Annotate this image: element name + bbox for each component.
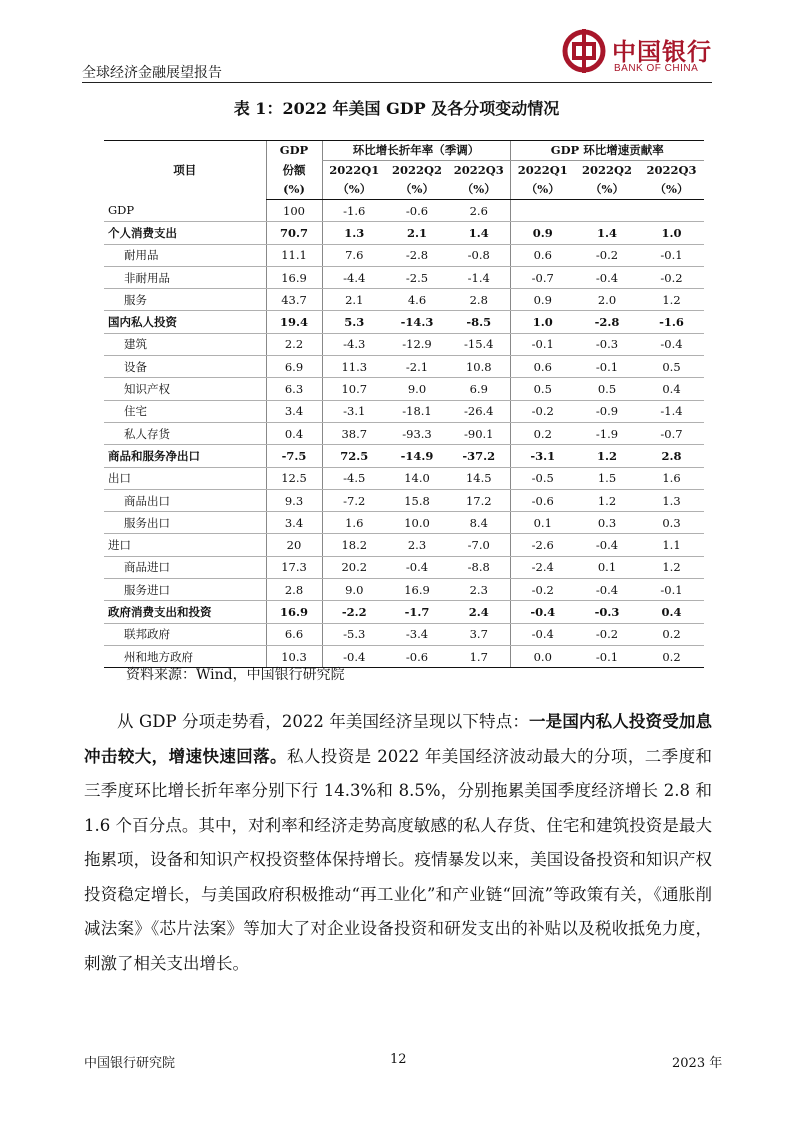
row-label: 设备 (104, 356, 266, 378)
row-label: 商品出口 (104, 489, 266, 511)
cell-c1: -2.6 (510, 534, 575, 556)
cell-c2: 0.3 (575, 512, 639, 534)
row-label: 住宅 (104, 400, 266, 422)
cell-c3: 1.3 (639, 489, 704, 511)
cell-c2: 1.5 (575, 467, 639, 489)
row-label: 州和地方政府 (104, 645, 266, 667)
cell-c1 (510, 200, 575, 222)
cell-g3: 2.6 (448, 200, 510, 222)
quarter-header: 2022Q2 (391, 163, 443, 177)
cell-share: 43.7 (266, 289, 322, 311)
cell-g3: 14.5 (448, 467, 510, 489)
table-row (104, 400, 704, 422)
cell-c1: 1.0 (510, 311, 575, 333)
unit-header: （%） (510, 180, 575, 200)
table-row (104, 467, 704, 489)
cell-c1: -0.4 (510, 601, 575, 623)
cell-c1: 0.5 (510, 378, 575, 400)
cell-g2: 15.8 (386, 489, 448, 511)
row-label: 联邦政府 (104, 623, 266, 645)
cell-share: 20 (266, 534, 322, 556)
gdp-table (104, 140, 704, 668)
cell-g1: -1.6 (322, 200, 386, 222)
row-label: 国内私人投资 (104, 311, 266, 333)
growth-group-header: 环比增长折年率（季调） (322, 141, 510, 161)
unit-header: （%） (322, 180, 386, 200)
cell-c1: -0.2 (510, 579, 575, 601)
cell-g2: -3.4 (386, 623, 448, 645)
table-row (104, 556, 704, 578)
cell-g2: -1.7 (386, 601, 448, 623)
cell-share: 10.3 (266, 645, 322, 667)
cell-c2: -0.9 (575, 400, 639, 422)
cell-share: 2.2 (266, 333, 322, 355)
cell-c1: 0.0 (510, 645, 575, 667)
cell-share: 12.5 (266, 467, 322, 489)
row-label: 商品和服务净出口 (104, 445, 266, 467)
table-row (104, 489, 704, 511)
cell-g3: 17.2 (448, 489, 510, 511)
cell-c1: 0.9 (510, 222, 575, 244)
quarter-header: 2022Q2 (581, 163, 633, 177)
cell-c2: 1.2 (575, 445, 639, 467)
cell-g1: 2.1 (322, 289, 386, 311)
row-label: 政府消费支出和投资 (104, 601, 266, 623)
row-label: 进口 (104, 534, 266, 556)
cell-c3: 1.1 (639, 534, 704, 556)
source-note: 资料来源：Wind，中国银行研究院 (126, 667, 345, 683)
cell-share: -7.5 (266, 445, 322, 467)
cell-share: 17.3 (266, 556, 322, 578)
table-row (104, 289, 704, 311)
cell-g1: 5.3 (322, 311, 386, 333)
cell-c1: 0.6 (510, 356, 575, 378)
cell-g1: -4.4 (322, 266, 386, 288)
cell-c3: -1.6 (639, 311, 704, 333)
cell-c1: -0.4 (510, 623, 575, 645)
cell-c2: -0.4 (575, 266, 639, 288)
cell-g2: -0.6 (386, 645, 448, 667)
footer-org: 中国银行研究院 (84, 1056, 176, 1071)
cell-c2: -0.3 (575, 601, 639, 623)
table-row (104, 266, 704, 288)
cell-c3: 1.2 (639, 289, 704, 311)
cell-c2: 1.2 (575, 489, 639, 511)
cell-g3: 2.3 (448, 579, 510, 601)
cell-c1: -0.1 (510, 333, 575, 355)
cell-c3: 0.2 (639, 645, 704, 667)
cell-g3: 1.4 (448, 222, 510, 244)
cell-g2: -2.1 (386, 356, 448, 378)
cell-share: 100 (266, 200, 322, 222)
cell-g2: -93.3 (386, 422, 448, 444)
cell-g3: 2.4 (448, 601, 510, 623)
cell-g1: 10.7 (322, 378, 386, 400)
cell-g2: -2.8 (386, 244, 448, 266)
cell-g3: 3.7 (448, 623, 510, 645)
paragraph-lead: 从 GDP 分项走势看，2022 年美国经济呈现以下特点： (117, 712, 530, 731)
contrib-group-header: GDP 环比增速贡献率 (510, 141, 704, 161)
table-row (104, 244, 704, 266)
col-share-header-1: GDP (266, 141, 322, 161)
row-label: 非耐用品 (104, 266, 266, 288)
row-label: 建筑 (104, 333, 266, 355)
cell-c2: -0.3 (575, 333, 639, 355)
cell-c3: 1.6 (639, 467, 704, 489)
cell-c2: 0.5 (575, 378, 639, 400)
cell-c2: -0.4 (575, 534, 639, 556)
cell-share: 6.3 (266, 378, 322, 400)
cell-g3: -8.5 (448, 311, 510, 333)
cell-c2: -0.4 (575, 579, 639, 601)
logo-subtitle: BANK OF CHINA (614, 63, 699, 74)
cell-g2: 2.1 (386, 222, 448, 244)
table-row (104, 200, 704, 222)
cell-g3: 8.4 (448, 512, 510, 534)
row-label: 服务 (104, 289, 266, 311)
cell-g1: -5.3 (322, 623, 386, 645)
cell-c2: -2.8 (575, 311, 639, 333)
table-row (104, 311, 704, 333)
cell-g3: -15.4 (448, 333, 510, 355)
cell-g1: 18.2 (322, 534, 386, 556)
cell-c2: -0.1 (575, 645, 639, 667)
cell-c1: -0.5 (510, 467, 575, 489)
quarter-header: 2022Q1 (322, 161, 386, 181)
cell-g2: -14.3 (386, 311, 448, 333)
cell-g1: -4.3 (322, 333, 386, 355)
cell-g3: -0.8 (448, 244, 510, 266)
cell-c1: 0.2 (510, 422, 575, 444)
cell-share: 16.9 (266, 266, 322, 288)
cell-share: 3.4 (266, 400, 322, 422)
row-label: 私人存货 (104, 422, 266, 444)
cell-g2: -12.9 (386, 333, 448, 355)
cell-c1: 0.6 (510, 244, 575, 266)
cell-g1: 7.6 (322, 244, 386, 266)
cell-g1: 9.0 (322, 579, 386, 601)
table-row (104, 445, 704, 467)
cell-share: 70.7 (266, 222, 322, 244)
row-label: 知识产权 (104, 378, 266, 400)
cell-g2: -2.5 (386, 266, 448, 288)
cell-share: 3.4 (266, 512, 322, 534)
cell-g1: 20.2 (322, 556, 386, 578)
cell-c3: -1.4 (639, 400, 704, 422)
cell-c1: 0.1 (510, 512, 575, 534)
row-label: 服务出口 (104, 512, 266, 534)
cell-c3: -0.2 (639, 266, 704, 288)
cell-g2: -14.9 (386, 445, 448, 467)
table-row (104, 378, 704, 400)
cell-c3: 1.2 (639, 556, 704, 578)
cell-c3: 0.3 (639, 512, 704, 534)
cell-g1: 72.5 (322, 445, 386, 467)
table-row (104, 623, 704, 645)
cell-c3: -0.7 (639, 422, 704, 444)
cell-c2: -1.9 (575, 422, 639, 444)
cell-g3: -37.2 (448, 445, 510, 467)
cell-g2: 9.0 (386, 378, 448, 400)
cell-c1: -0.7 (510, 266, 575, 288)
cell-g1: 11.3 (322, 356, 386, 378)
cell-c3: 0.5 (639, 356, 704, 378)
cell-g2: 14.0 (386, 467, 448, 489)
row-label: GDP (104, 200, 266, 222)
cell-c1: -0.6 (510, 489, 575, 511)
cell-c3: -0.1 (639, 579, 704, 601)
cell-g1: -4.5 (322, 467, 386, 489)
cell-g2: 4.6 (386, 289, 448, 311)
quarter-header: 2022Q3 (646, 163, 697, 177)
col-share-header-2: 份额 (266, 161, 322, 181)
unit-header: （%） (639, 180, 704, 200)
paragraph-highlight: 一是国内私人投资受加息冲击较大，增速快速回落。 (84, 712, 712, 766)
unit-header: （%） (448, 180, 510, 200)
row-label: 耐用品 (104, 244, 266, 266)
row-label: 商品进口 (104, 556, 266, 578)
cell-g3: -90.1 (448, 422, 510, 444)
cell-share: 9.3 (266, 489, 322, 511)
cell-g3: 1.7 (448, 645, 510, 667)
footer-year: 2023 年 (672, 1056, 723, 1071)
table-row (104, 356, 704, 378)
cell-c2: -0.2 (575, 623, 639, 645)
logo-wordmark: 中国银行 (612, 37, 712, 66)
header-divider (82, 82, 712, 83)
cell-c2: -0.2 (575, 244, 639, 266)
paragraph-body: 私人投资是 2022 年美国经济波动最大的分项，二季度和三季度环比增长折年率分别下行 14.3%和 8.5%，分别拖累美国季度经济增长 2.8 和 1.6 个百分点。其中，对利率和经济走势高度敏感的私人存货、住宅和建筑投资是最大拖累项，设备和知识产权投资整体保持增长。疫情暴发以来，美国设备投资和知识产权投资稳定增长，与美国政府积极推动“再工业化”和产业链“回流”等政策有关，《通胀削减法案》《芯片法案》等加大了对企业设备投资和研发支出的补贴以及税收抵免力度，刺激了相关支出增长。 (84, 746, 713, 973)
quarter-header: 2022Q3 (453, 163, 504, 177)
cell-g1: 1.6 (322, 512, 386, 534)
cell-g3: -1.4 (448, 266, 510, 288)
cell-g3: 2.8 (448, 289, 510, 311)
table-row (104, 534, 704, 556)
cell-g1: -7.2 (322, 489, 386, 511)
table-row (104, 512, 704, 534)
cell-c1: -2.4 (510, 556, 575, 578)
report-title: 全球经济金融展望报告 (82, 65, 222, 81)
cell-c1: -3.1 (510, 445, 575, 467)
cell-g3: -26.4 (448, 400, 510, 422)
cell-share: 6.6 (266, 623, 322, 645)
cell-c1: -0.2 (510, 400, 575, 422)
cell-g2: -0.4 (386, 556, 448, 578)
cell-g1: -0.4 (322, 645, 386, 667)
cell-g2: 16.9 (386, 579, 448, 601)
row-label: 个人消费支出 (104, 222, 266, 244)
table-row (104, 579, 704, 601)
cell-share: 16.9 (266, 601, 322, 623)
page-number: 12 (390, 1052, 407, 1067)
col-share-header-3: (%) (266, 180, 322, 200)
cell-c2: 0.1 (575, 556, 639, 578)
cell-c1: 0.9 (510, 289, 575, 311)
table-row (104, 333, 704, 355)
cell-c3: 1.0 (639, 222, 704, 244)
cell-g3: 6.9 (448, 378, 510, 400)
cell-share: 0.4 (266, 422, 322, 444)
table-row (104, 222, 704, 244)
quarter-header: 2022Q1 (510, 161, 575, 181)
body-paragraph (84, 705, 712, 981)
cell-share: 11.1 (266, 244, 322, 266)
cell-c3: 0.2 (639, 623, 704, 645)
unit-header: （%） (386, 180, 448, 200)
cell-c3 (639, 200, 704, 222)
row-label: 服务进口 (104, 579, 266, 601)
cell-c2: 1.4 (575, 222, 639, 244)
unit-header: （%） (575, 180, 639, 200)
cell-c3: -0.1 (639, 244, 704, 266)
cell-c2: 2.0 (575, 289, 639, 311)
cell-share: 19.4 (266, 311, 322, 333)
cell-g1: 1.3 (322, 222, 386, 244)
cell-g2: 10.0 (386, 512, 448, 534)
table-row (104, 601, 704, 623)
cell-c2 (575, 200, 639, 222)
row-label: 出口 (104, 467, 266, 489)
cell-g2: 2.3 (386, 534, 448, 556)
cell-share: 2.8 (266, 579, 322, 601)
cell-g2: -0.6 (386, 200, 448, 222)
col-item-header: 项目 (104, 141, 266, 200)
cell-g1: -2.2 (322, 601, 386, 623)
cell-share: 6.9 (266, 356, 322, 378)
cell-g3: -7.0 (448, 534, 510, 556)
cell-c3: -0.4 (639, 333, 704, 355)
cell-g1: 38.7 (322, 422, 386, 444)
cell-c3: 2.8 (639, 445, 704, 467)
table-title: 表 1：2022 年美国 GDP 及各分项变动情况 (233, 99, 560, 118)
cell-c2: -0.1 (575, 356, 639, 378)
cell-g2: -18.1 (386, 400, 448, 422)
cell-c3: 0.4 (639, 378, 704, 400)
cell-g1: -3.1 (322, 400, 386, 422)
cell-g3: -8.8 (448, 556, 510, 578)
table-row (104, 422, 704, 444)
cell-g3: 10.8 (448, 356, 510, 378)
cell-c3: 0.4 (639, 601, 704, 623)
